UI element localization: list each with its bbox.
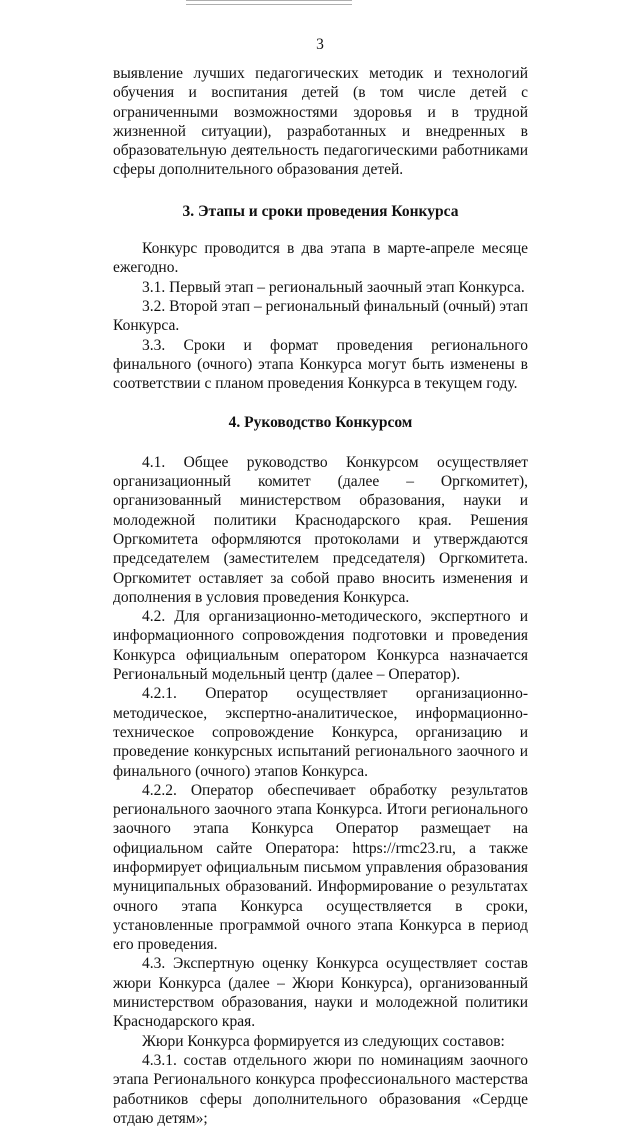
paragraph-4-2: 4.2. Для организационно-методического, экспертного и информационного сопровождения подготовки и проведения Конкурса официальным оператором Конкурса назначается Региональный модельный центр (далее – Оператор). xyxy=(113,608,528,684)
intro-paragraph: выявление лучших педагогических методик и технологий обучения и воспитания детей (в том числе детей с ограниченными возможностями здоровья и в трудной жизненной ситуации), разработанных и внедренных в образовательную деятельность педагогическими работниками сферы дополнительного образования детей. xyxy=(113,65,528,179)
top-scan-rule xyxy=(186,0,352,5)
paragraph-stages-intro: Конкурс проводится в два этапа в марте-апреле месяце ежегодно. xyxy=(113,240,528,277)
paragraph-3-2: 3.2. Второй этап – региональный финальный (очный) этап Конкурса. xyxy=(113,297,528,335)
page-number: 3 xyxy=(316,36,324,53)
paragraph-4-1: 4.1. Общее руководство Конкурсом осуществляет организационный комитет (далее – Оргкомитет), организованный министерством образования, науки и молодежной политики Краснодарского края. Решения Оргкомитета оформляются протоколами и утверждаются председателем (заместителем председателя) Оргкомитета. Оргкомитет оставляет за собой право вносить изменения и дополнения в условия проведения Конкурса. xyxy=(113,453,528,606)
paragraph-3-1: 3.1. Первый этап – региональный заочный этап Конкурса. xyxy=(142,278,525,296)
paragraph-jury-composition: Жюри Конкурса формируется из следующих составов: xyxy=(142,1032,505,1050)
paragraph-4-2-1: 4.2.1. Оператор осуществляет организационно-методическое, экспертно-аналитическое, информационно-техническое сопровождение Конкурса, организацию и проведение конкурсных испытаний регионального заочного и финального (очного) этапов Конкурса. xyxy=(113,685,528,780)
section-heading-stages: 3. Этапы и сроки проведения Конкурса xyxy=(182,202,459,220)
paragraph-4-3: 4.3. Экспертную оценку Конкурса осуществляет состав жюри Конкурса (далее – Жюри Конкурса), организованный министерством образования, науки и молодежной политики Краснодарского края. xyxy=(113,955,528,1031)
paragraph-3-3: 3.3. Сроки и формат проведения регионального финального (очного) этапа Конкурса могут быть изменены в соответствии с планом проведения Конкурса в текущем году. xyxy=(113,336,528,393)
document-body xyxy=(113,64,528,1128)
paragraph-4-3-1: 4.3.1. состав отдельного жюри по номинациям заочного этапа Регионального конкурса профессионального мастерства работников сферы дополнительного образования «Сердце отдаю детям»; xyxy=(113,1051,528,1127)
paragraph-4-2-2: 4.2.2. Оператор обеспечивает обработку результатов регионального заочного этапа Конкурса. Итоги регионального заочного этапа Конкурса Оператор размещает на официальном сайте Оператора: https://rmc23.ru, а также информирует официальным письмом управления образования муниципальных образований. Информирование о результатах очного этапа Конкурса осуществляется в сроки, установленные программой очного этапа Конкурса в период его проведения. xyxy=(113,781,528,954)
section-heading-management: 4. Руководство Конкурсом xyxy=(228,414,413,432)
